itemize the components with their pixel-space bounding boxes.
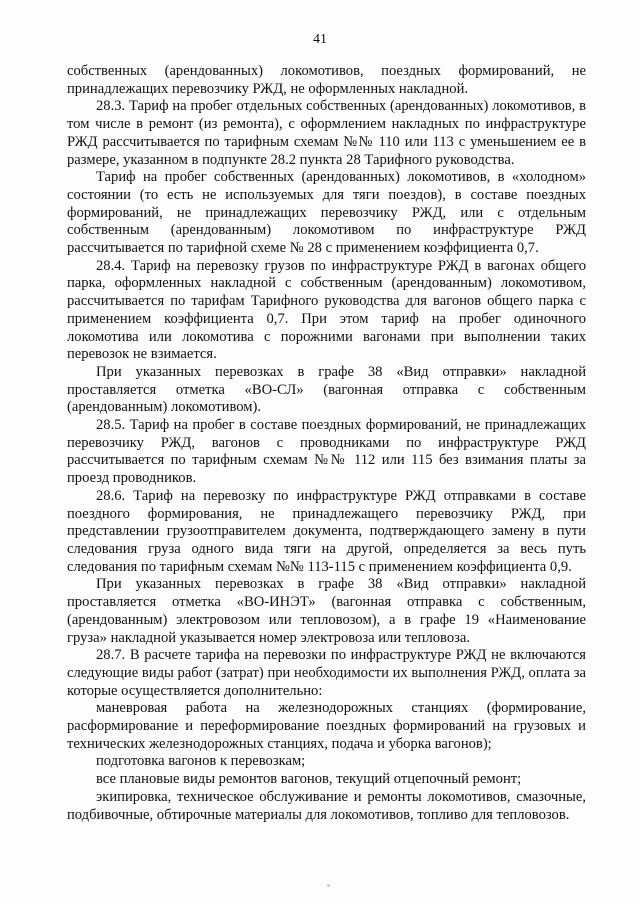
paragraph-28-7: 28.7. В расчете тарифа на перевозки по инфраструктуре РЖД не включаются следующие виды работ (затрат) при необходимости их выполнения РЖД, оплата за которые осуществляется дополнительно: xyxy=(67,647,586,699)
paragraph-28-5: 28.5. Тариф на пробег в составе поездных формирований, не принадлежащих перевозчику РЖД, вагонов с проводниками по инфраструктуре РЖД рассчитывается по тарифным схемам №№ 112 или 115 без взимания платы за проезд проводников. xyxy=(67,417,586,487)
paragraph-28-4: 28.4. Тариф на перевозку грузов по инфраструктуре РЖД в вагонах общего парка, оформленных накладной с собственным (арендованным) локомотивом, рассчитывается по тарифам Тарифного руководства для вагонов общего парка с применением коэффициента 0,7. При этом тариф на пробег одиночного локомотива или локомотива с порожними вагонами при выполнении таких перевозок не взимается. xyxy=(67,257,586,363)
list-item-locomotive-servicing: экипировка, техническое обслуживание и ремонты локомотивов, смазочные, подбивочные, обтирочные материалы для локомотивов, топливо для тепловозов. xyxy=(67,788,586,823)
document-body xyxy=(67,63,586,824)
paragraph-cold-locomotives: Тариф на пробег собственных (арендованных) локомотивов, в «холодном» состоянии (то есть не используемых для тяги поездов), в составе поездных формирований, не принадлежащих перевозчику РЖД, или с отдельным собственным (арендованным) локомотивом по инфраструктуре РЖД рассчитывается по тарифной схеме № 28 с применением коэффициента 0,7. xyxy=(67,169,586,257)
list-item-wagon-preparation: подготовка вагонов к перевозкам; xyxy=(96,753,306,770)
list-item-wagon-repairs: все плановые виды ремонтов вагонов, текущий отцепочный ремонт; xyxy=(96,771,522,788)
scan-speck xyxy=(327,884,330,887)
paragraph-continuation: собственных (арендованных) локомотивов, поездных формирований, не принадлежащих перевозчику РЖД, не оформленных накладной. xyxy=(67,63,586,97)
paragraph-28-3: 28.3. Тариф на пробег отдельных собственных (арендованных) локомотивов, в том числе в ремонт (из ремонта), с оформлением накладных по инфраструктуре РЖД рассчитывается по тарифным схемам №№ 110 или 113 с уменьшением ее в размере, указанном в подпункте 28.2 пункта 28 Тарифного руководства. xyxy=(67,98,586,168)
page-number: 41 xyxy=(313,32,327,47)
paragraph-vo-sl-mark: При указанных перевозках в графе 38 «Вид отправки» накладной проставляется отметка «ВО-СЛ» (вагонная отправка с собственным (арендованным) локомотивом). xyxy=(67,363,586,416)
list-item-shunting: маневровая работа на железнодорожных станциях (формирование, расформирование и переформирование поездных формирований на грузовых и технических железнодорожных станциях, подача и уборка вагонов); xyxy=(67,700,586,752)
paragraph-28-6: 28.6. Тариф на перевозку по инфраструктуре РЖД отправками в составе поездного формирования, не принадлежащего перевозчику РЖД, при представлении грузоотправителем документа, подтверждающего замену в пути следования груза одного вида тяги на другой, определяется за весь путь следования по тарифным схемам №№ 113-115 с применением коэффициента 0,9. xyxy=(67,487,586,575)
paragraph-vo-inet-mark: При указанных перевозках в графе 38 «Вид отправки» накладной проставляется отметка «ВО-ИНЭТ» (вагонная отправка с собственным, (арендованным) электровозом или тепловозом), а в графе 19 «Наименование груза» накладной указывается номер электровоза или тепловоза. xyxy=(67,576,586,646)
